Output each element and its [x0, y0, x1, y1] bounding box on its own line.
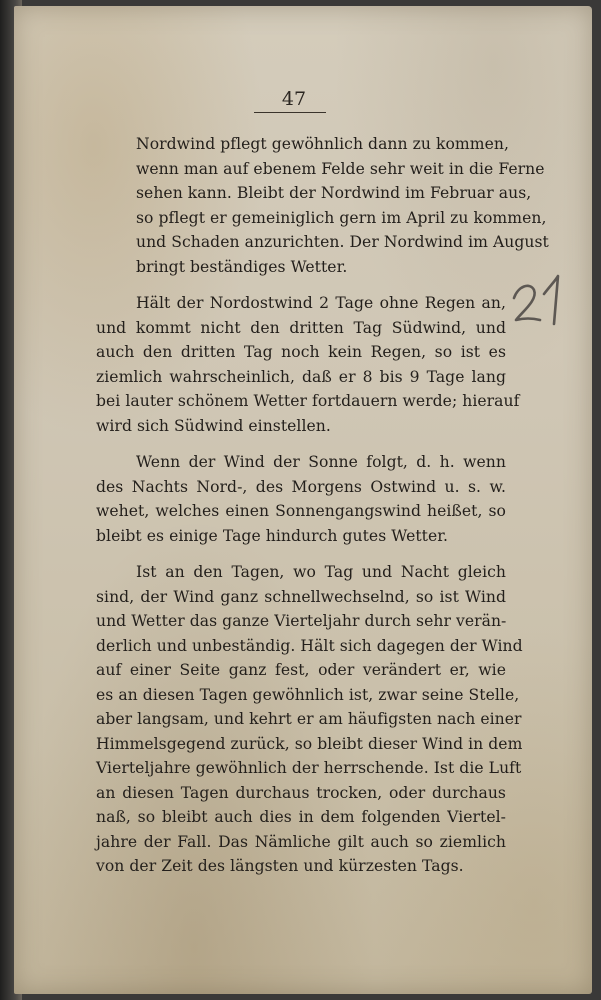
text-line: Hält der Nordostwind 2 Tage ohne Regen an,	[136, 294, 506, 312]
page-number-rule	[254, 112, 326, 113]
text-line: wehet, welches einen Sonnengangswind heißet, so	[96, 502, 506, 520]
paragraph-3	[96, 450, 506, 548]
paragraph-4	[96, 560, 523, 879]
text-line: Vierteljahre gewöhnlich der herrschende. Ist die Luft	[96, 759, 522, 777]
text-line: so pflegt er gemeiniglich gern im April zu kommen,	[136, 208, 547, 227]
text-line: sind, der Wind ganz schnellwechselnd, so ist Wind	[96, 587, 506, 606]
text-line: Ist an den Tagen, wo Tag und Nacht gleich	[136, 563, 506, 581]
text-line: Wenn der Wind der Sonne folgt, d. h. wenn	[136, 453, 506, 471]
text-line: Nordwind pflegt gewöhnlich dann zu kommen,	[136, 135, 509, 153]
text-line: derlich und unbeständig. Hält sich dagegen der Wind	[96, 636, 523, 655]
page-number: 47	[281, 88, 307, 110]
text-line: jahre der Fall. Das Nämliche gilt auch so ziemlich	[96, 832, 506, 851]
text-line: an diesen Tagen durchaus trocken, oder durchaus	[96, 783, 506, 802]
text-line: und kommt nicht den dritten Tag Südwind, und	[96, 318, 506, 337]
text-line: Himmelsgegend zurück, so bleibt dieser Wind in dem	[96, 734, 523, 753]
text-line: wird sich Südwind einstellen.	[96, 416, 331, 435]
text-line: von der Zeit des längsten und kürzesten Tags.	[96, 857, 464, 875]
text-line: ziemlich wahrscheinlich, daß er 8 bis 9 Tage lang	[96, 367, 506, 386]
text-line: auf einer Seite ganz fest, oder verändert er, wie	[96, 661, 506, 679]
text-line: und Schaden anzurichten. Der Nordwind im August	[136, 233, 549, 251]
book-page	[14, 6, 592, 994]
handwritten-numeral-1	[544, 276, 558, 324]
text-line: bei lauter schönem Wetter fortdauern werde; hierauf	[96, 392, 520, 410]
text-line: auch den dritten Tag noch kein Regen, so ist es	[96, 343, 506, 361]
paragraph-2	[96, 291, 520, 438]
text-line: wenn man auf ebenem Felde sehr weit in die Ferne	[136, 159, 545, 178]
text-line: bleibt es einige Tage hindurch gutes Wetter.	[96, 526, 449, 545]
handwritten-numeral-2	[514, 286, 540, 320]
text-line: naß, so bleibt auch dies in dem folgenden Viertel-	[96, 808, 506, 826]
text-line: sehen kann. Bleibt der Nordwind im Februar aus,	[136, 184, 532, 202]
handwritten-margin-note	[510, 268, 580, 338]
text-line: und Wetter das ganze Vierteljahr durch sehr verän-	[96, 612, 507, 630]
paragraph-1	[96, 132, 549, 279]
text-line: aber langsam, und kehrt er am häufigsten nach einer	[96, 710, 522, 728]
text-line: bringt beständiges Wetter.	[136, 257, 348, 276]
body-text	[96, 132, 549, 891]
text-line: des Nachts Nord-, des Morgens Ostwind u. s. w.	[96, 477, 506, 496]
text-line: es an diesen Tagen gewöhnlich ist, zwar seine Stelle,	[96, 685, 520, 704]
